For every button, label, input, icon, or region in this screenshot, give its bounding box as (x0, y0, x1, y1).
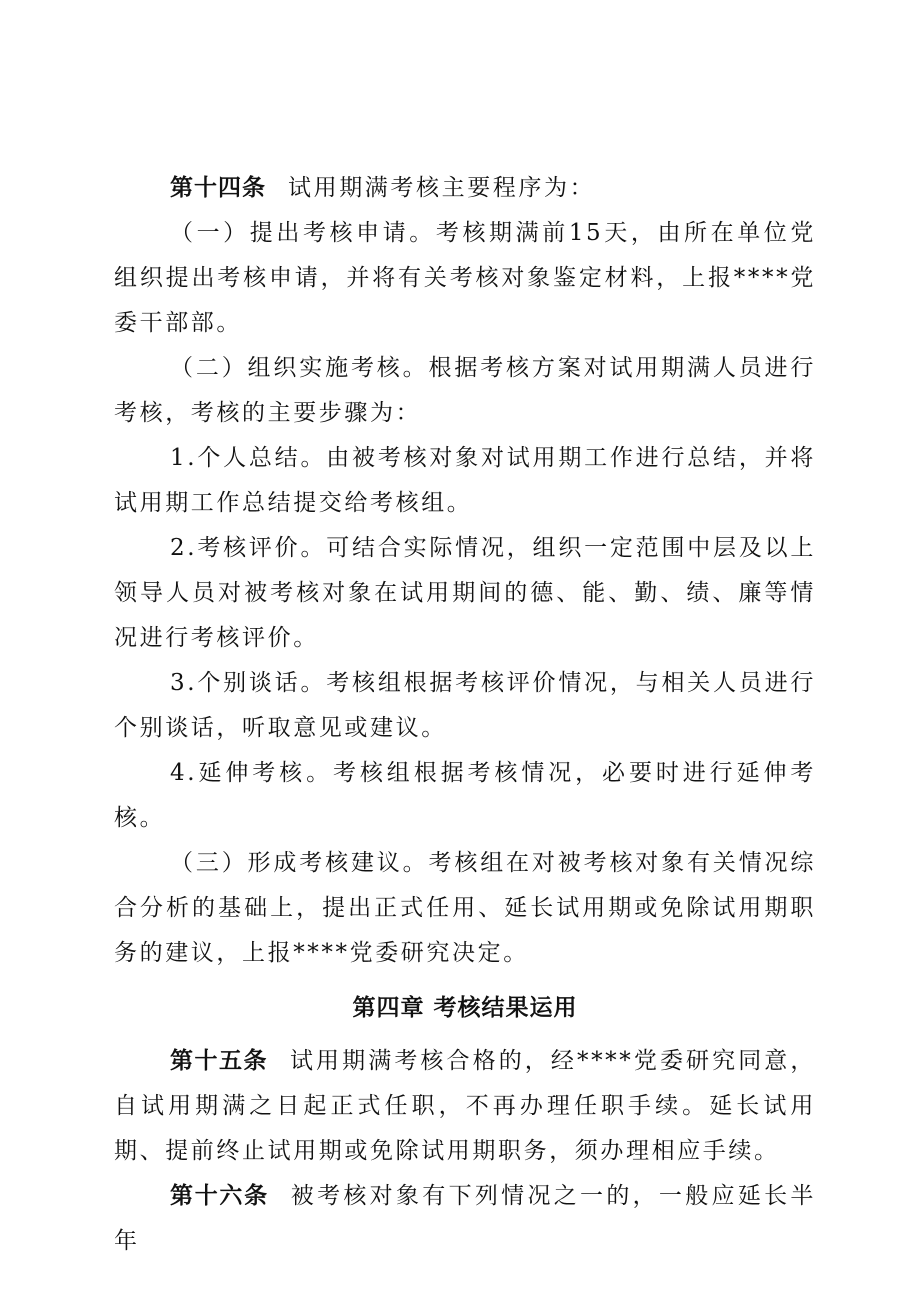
item-apply: （一）提出考核申请。考核期满前15天，由所在单位党组织提出考核申请，并将有关考核对象鉴定材料，上报****党委干部部。 (114, 220, 816, 336)
article-16 (114, 1174, 816, 1264)
article-14-label: 第十四条 (170, 175, 266, 201)
article-16-text: 被考核对象有下列情况之一的，一般应延长半年 (114, 1183, 817, 1254)
item-implement: （二）组织实施考核。根据考核方案对试用期满人员进行考核，考核的主要步骤为： (114, 355, 816, 426)
step-evaluation: 2.考核评价。可结合实际情况，组织一定范围中层及以上领导人员对被考核对象在试用期间的德、能、勤、绩、廉等情况进行考核评价。 (114, 535, 816, 651)
article-16-label: 第十六条 (170, 1183, 269, 1209)
article-15-text: 试用期满考核合格的，经****党委研究同意，自试用期满之日起正式任职，不再办理任职手续。延长试用期、提前终止试用期或免除试用期职务，须办理相应手续。 (114, 1048, 817, 1164)
step-interview: 3.个别谈话。考核组根据考核评价情况，与相关人员进行个别谈话，听取意见或建议。 (114, 670, 816, 741)
item-recommendation: （三）形成考核建议。考核组在对被考核对象有关情况综合分析的基础上，提出正式任用、延长试用期或免除试用期职务的建议，上报****党委研究决定。 (114, 850, 816, 966)
article-15 (114, 1039, 816, 1174)
step-extension: 4.延伸考核。考核组根据考核情况，必要时进行延伸考核。 (114, 760, 816, 831)
step-summary: 1.个人总结。由被考核对象对试用期工作进行总结，并将试用期工作总结提交给考核组。 (114, 445, 816, 516)
article-14-text: 试用期满考核主要程序为： (288, 175, 596, 201)
article-15-label: 第十五条 (170, 1048, 268, 1074)
article-14 (114, 166, 816, 211)
chapter-4-heading: 第四章 考核结果运用 (352, 995, 578, 1021)
